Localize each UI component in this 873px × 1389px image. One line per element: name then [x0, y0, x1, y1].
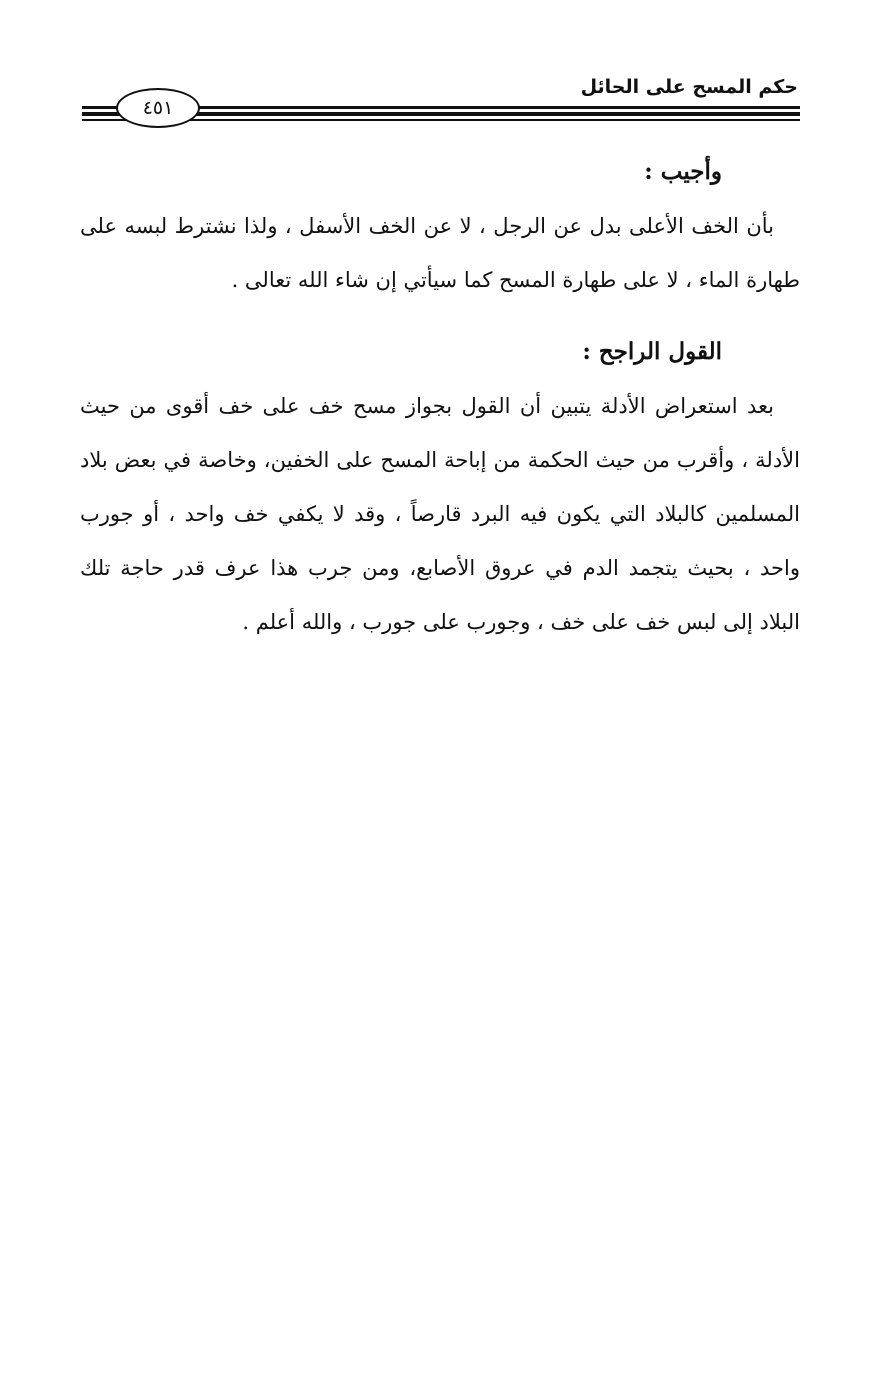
- preferred-opinion-paragraph: بعد استعراض الأدلة يتبين أن القول بجواز مسح خف على خف أقوى من حيث الأدلة ، وأقرب من حيث الحكمة من إباحة المسح على الخفين، وخاصة في بعض بلاد المسلمين كالبلاد التي يكون فيه البرد قارصاً ، وقد لا يكفي خف واحد ، أو جورب واحد ، بحيث يتجمد الدم في عروق الأصابع، ومن جرب هذا عرف قدر حاجة تلك البلاد إلى لبس خف على خف ، وجورب على جورب ، والله أعلم .: [80, 394, 800, 634]
- page-number: ٤٥١: [116, 88, 200, 128]
- preferred-opinion-heading: القول الراجح :: [582, 338, 722, 365]
- page-body: [80, 145, 800, 649]
- running-title: حكم المسح على الحائل: [580, 76, 798, 98]
- section-gap: [80, 307, 800, 325]
- page-header: [82, 72, 800, 132]
- answer-heading: وأجيب :: [644, 158, 722, 185]
- answer-paragraph: بأن الخف الأعلى بدل عن الرجل ، لا عن الخف الأسفل ، ولذا نشترط لبسه على طهارة الماء ، لا على طهارة المسح كما سيأتي إن شاء الله تعالى .: [80, 214, 800, 292]
